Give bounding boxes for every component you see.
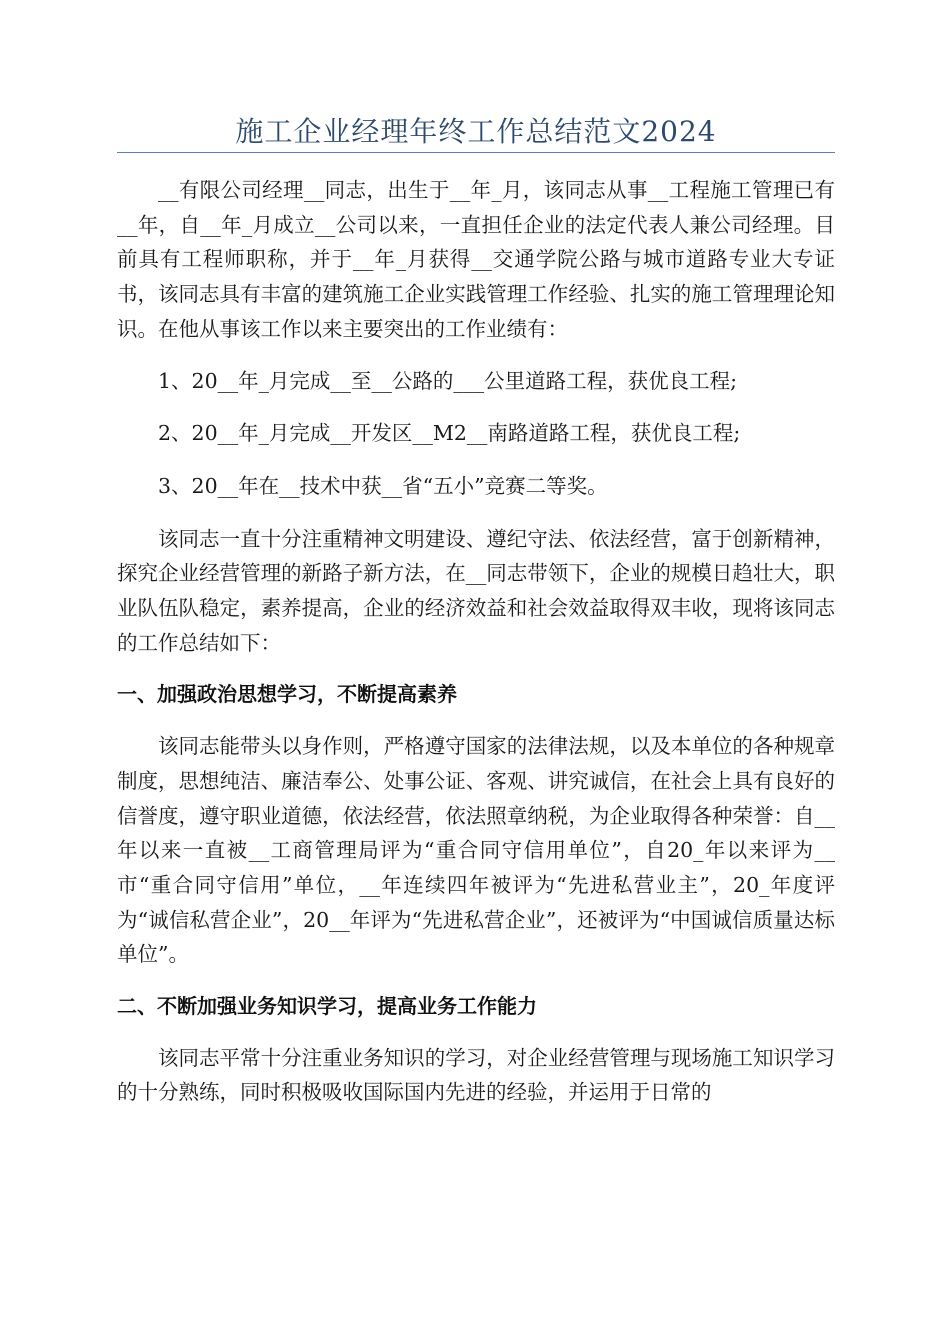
section-1-heading: 一、加强政治思想学习，不断提高素养 (117, 682, 457, 707)
section-2-heading: 二、不断加强业务知识学习，提高业务工作能力 (117, 994, 537, 1019)
summary-intro-paragraph: 该同志一直十分注重精神文明建设、遵纪守法、依法经营，富于创新精神，探究企业经营管理的新路子新方法，在__同志带领下，企业的规模日趋壮大，职业队伍队稳定，素养提高，企业的经济效益和社会效益取得双丰收，现将该同志的工作总结如下： (117, 526, 835, 655)
intro-paragraph: __有限公司经理__同志，出生于__年_月，该同志从事__工程施工管理已有__年，自__年_月成立__公司以来，一直担任企业的法定代表人兼公司经理。目前具有工程师职称，并于__年_月获得__交通学院公路与城市道路专业大专证书，该同志具有丰富的建筑施工企业实践管理工作经验、扎实的施工管理理论知识。在他从事该工作以来主要突出的工作业绩有： (117, 178, 835, 341)
document-title: 施工企业经理年终工作总结范文2024 (235, 115, 717, 148)
achievement-item-3: 3、20__年在__技术中获__省“五小”竞赛二等奖。 (158, 473, 608, 498)
achievement-item-1: 1、20__年_月完成__至__公路的___公里道路工程，获优良工程; (158, 368, 738, 393)
document-page (117, 0, 835, 1110)
section-2-body: 该同志平常十分注重业务知识的学习，对企业经营管理与现场施工知识学习的十分熟练，同时积极吸收国际国内先进的经验，并运用于日常的 (117, 1045, 835, 1105)
achievement-item-2: 2、20__年_月完成__开发区__M2__南路道路工程，获优良工程; (158, 421, 741, 446)
title-underline (117, 152, 835, 153)
section-1-body: 该同志能带头以身作则，严格遵守国家的法律法规，以及本单位的各种规章制度，思想纯洁、廉洁奉公、处事公证、客观、讲究诚信，在社会上具有良好的信誉度，遵守职业道德，依法经营，依法照章纳税，为企业取得各种荣誉：自__年以来一直被__工商管理局评为“重合同守信用单位”，自20_年以来评为__市“重合同守信用”单位，__年连续四年被评为“先进私营业主”，20_年度评为“诚信私营企业”，20__年评为“先进私营企业”，还被评为“中国诚信质量达标单位”。 (117, 734, 835, 967)
